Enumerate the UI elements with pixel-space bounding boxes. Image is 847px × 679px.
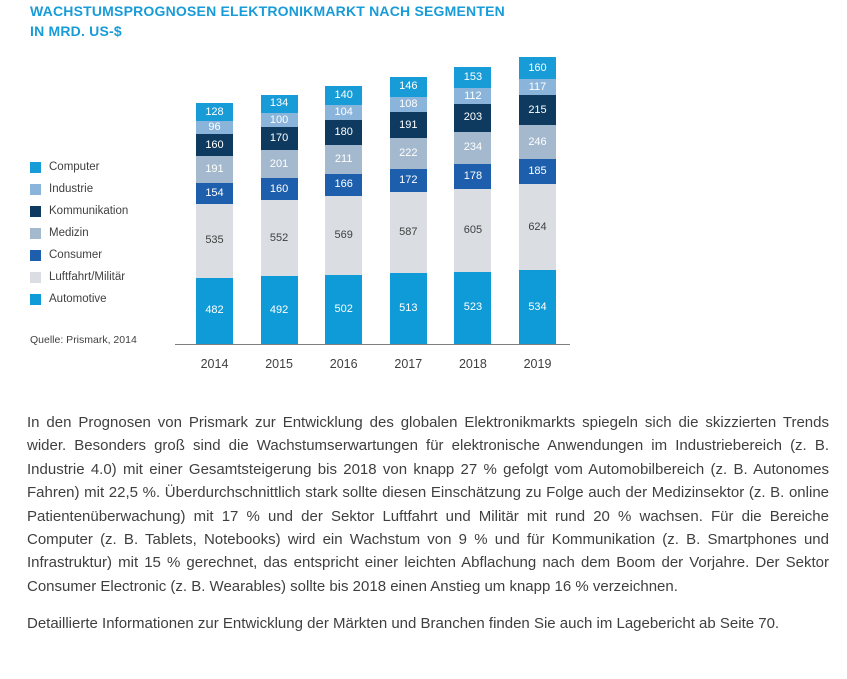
segment-value-label: 178 <box>463 169 483 182</box>
segment-value-label: 246 <box>528 135 547 148</box>
chart-title-line1: WACHSTUMSPROGNOSEN ELEKTRONIKMARKT NACH SEGMENTEN <box>30 3 505 19</box>
segment-value-label: 234 <box>463 141 483 154</box>
bar-segment-medizin <box>325 145 362 174</box>
bar-segment-medizin <box>196 156 233 182</box>
bar-segment-industrie <box>261 113 298 127</box>
bar-segment-consumer <box>519 159 556 184</box>
segment-value-label: 185 <box>528 165 547 178</box>
segment-value-label: 191 <box>205 163 224 175</box>
segment-value-label: 128 <box>205 105 224 118</box>
bar-segment-medizin <box>390 138 427 169</box>
x-axis-label-2015: 2015 <box>265 357 293 371</box>
segment-value-label: 112 <box>464 89 482 102</box>
segment-value-label: 166 <box>334 178 353 191</box>
legend-item-medizin <box>30 222 128 244</box>
segment-value-label: 605 <box>463 223 483 236</box>
segment-value-label: 482 <box>205 304 224 317</box>
segment-value-label: 523 <box>463 301 483 314</box>
segment-value-label: 215 <box>528 103 547 116</box>
segment-value-label: 160 <box>205 138 224 151</box>
bar-segment-consumer <box>390 169 427 193</box>
segment-value-label: 153 <box>463 71 483 84</box>
legend-swatch-kommunikation <box>30 206 41 217</box>
bar-segment-kommunikation <box>325 120 362 145</box>
legend-swatch-luftfahrt-milit-r <box>30 272 41 283</box>
bar-segment-automotive <box>196 278 233 344</box>
segment-value-label: 222 <box>399 146 418 159</box>
bar-segment-kommunikation <box>261 127 298 150</box>
segment-value-label: 134 <box>269 97 289 110</box>
bar-segment-consumer <box>196 183 233 204</box>
bar-segment-luftfahrt-milit-r <box>390 192 427 273</box>
bar-segment-automotive <box>261 276 298 344</box>
legend-label: Medizin <box>49 227 89 239</box>
bar-segment-kommunikation <box>454 104 491 132</box>
segment-value-label: 552 <box>269 231 289 244</box>
segment-value-label: 492 <box>269 303 289 316</box>
bar-segment-computer <box>325 86 362 105</box>
body-text <box>27 411 829 636</box>
segment-value-label: 172 <box>399 174 418 187</box>
segment-value-label: 513 <box>399 302 418 315</box>
legend-swatch-computer <box>30 162 41 173</box>
segment-value-label: 117 <box>528 80 547 93</box>
x-axis-label-2014: 2014 <box>200 357 229 371</box>
paragraph-2: Detaillierte Informationen zur Entwicklung der Märkten und Branchen finden Sie auch im Lagebericht ab Seite 70. <box>27 615 780 633</box>
bar-segment-automotive <box>519 270 556 344</box>
legend-label: Luftfahrt/Militär <box>49 271 126 283</box>
segment-value-label: 170 <box>269 132 289 145</box>
legend-swatch-medizin <box>30 228 41 239</box>
chart-title <box>30 1 505 41</box>
plot-area <box>175 55 570 371</box>
stacked-bar-2018 <box>454 67 491 344</box>
bar-segment-consumer <box>325 174 362 197</box>
bar-segment-kommunikation <box>519 95 556 125</box>
legend-item-luftfahrt-milit-r <box>30 266 128 288</box>
bar-segment-luftfahrt-milit-r <box>261 200 298 276</box>
bar-segment-computer <box>454 67 491 88</box>
segment-value-label: 587 <box>399 226 418 239</box>
bar-segment-consumer <box>261 178 298 200</box>
segment-value-label: 100 <box>269 113 289 126</box>
segment-value-label: 180 <box>334 125 353 138</box>
bar-segment-industrie <box>390 97 427 112</box>
segment-value-label: 140 <box>334 89 353 102</box>
bar-segment-automotive <box>454 272 491 344</box>
segment-value-label: 104 <box>334 106 353 119</box>
bar-segment-kommunikation <box>196 134 233 156</box>
bar-segment-consumer <box>454 164 491 189</box>
segment-value-label: 535 <box>205 234 224 247</box>
segment-value-label: 108 <box>399 97 418 110</box>
stacked-bar-2017 <box>390 77 427 344</box>
legend-label: Computer <box>49 161 100 173</box>
chart-legend <box>30 156 128 310</box>
legend-item-automotive <box>30 288 128 310</box>
legend-swatch-consumer <box>30 250 41 261</box>
bar-segment-computer <box>196 103 233 121</box>
segment-value-label: 154 <box>205 186 224 199</box>
segment-value-label: 96 <box>208 121 221 134</box>
segment-value-label: 201 <box>269 157 289 170</box>
bar-segment-luftfahrt-milit-r <box>519 184 556 270</box>
stacked-bar-2014 <box>196 103 233 344</box>
x-axis-label-2016: 2016 <box>329 357 358 371</box>
source-note: Quelle: Prismark, 2014 <box>30 334 137 346</box>
segment-value-label: 624 <box>528 220 547 233</box>
paragraph-1: In den Prognosen von Prismark zur Entwicklung des globalen Elektronikmarkts spiegeln sich die skizzierten Trends wider. Besonders groß sind die Wachstumserwartungen für elektronische Anwendungen im Industriebereich (z. B. Industrie 4.0) mit einer Gesamtsteigerung bis 2018 von knapp 27 % gefolgt vom Automobilbereich (z. B. Autonomes Fahren) mit 22,5 %. Überdurchschnittlich stark sollte diesen Einschätzung zu Folge auch der Medizinsektor (z. B. online Patientenüberwachung) mit 17 % und der Sektor Luftfahrt und Militär mit rund 20 % wachsen. Für die Bereiche Computer (z. B. Tablets, Notebooks) wird ein Wachstum von 9 % und für Kommunikation (z. B. Smartphones und Infrastruktur) mit 15 % gerechnet, das entspricht einer leichten Abflachung nach dem Boom der Vorjahre. Der Sektor Consumer Electronic (z. B. Wearables) sollte bis 2018 einen Anstieg um knapp 16 % verzeichnen. <box>27 414 829 595</box>
x-axis-label-2017: 2017 <box>394 357 423 371</box>
legend-item-industrie <box>30 178 128 200</box>
legend-label: Kommunikation <box>49 205 129 217</box>
legend-swatch-industrie <box>30 184 41 195</box>
bar-segment-luftfahrt-milit-r <box>454 189 491 272</box>
segment-value-label: 211 <box>334 152 353 165</box>
legend-item-consumer <box>30 244 128 266</box>
bar-segment-industrie <box>454 88 491 103</box>
bar-segment-industrie <box>325 105 362 119</box>
bar-segment-computer <box>390 77 427 97</box>
bar-segment-medizin <box>519 125 556 159</box>
bar-segment-medizin <box>261 150 298 178</box>
bar-segment-kommunikation <box>390 112 427 138</box>
legend-item-kommunikation <box>30 200 128 222</box>
bar-segment-industrie <box>196 121 233 134</box>
stacked-bar-2015 <box>261 95 298 344</box>
bar-segment-computer <box>519 57 556 79</box>
bar-segment-luftfahrt-milit-r <box>196 204 233 278</box>
legend-item-computer <box>30 156 128 178</box>
segment-value-label: 534 <box>528 300 547 313</box>
legend-label: Industrie <box>49 183 94 195</box>
segment-value-label: 569 <box>334 229 353 242</box>
bar-segment-industrie <box>519 79 556 95</box>
x-axis-label-2018: 2018 <box>458 357 487 371</box>
x-axis-label-2019: 2019 <box>523 357 552 371</box>
segment-value-label: 160 <box>269 182 289 195</box>
legend-swatch-automotive <box>30 294 41 305</box>
bar-segment-medizin <box>454 132 491 164</box>
segment-value-label: 160 <box>528 61 547 74</box>
legend-label: Automotive <box>49 293 107 305</box>
segment-value-label: 502 <box>334 302 353 315</box>
segment-value-label: 146 <box>399 80 418 93</box>
bar-segment-automotive <box>390 273 427 344</box>
bar-segment-luftfahrt-milit-r <box>325 196 362 274</box>
segment-value-label: 203 <box>463 111 483 124</box>
bar-segment-automotive <box>325 275 362 344</box>
bar-segment-computer <box>261 95 298 113</box>
chart-title-line2: IN MRD. US-$ <box>30 23 122 39</box>
legend-label: Consumer <box>49 249 103 261</box>
stacked-bar-2019 <box>519 57 556 344</box>
segment-value-label: 191 <box>399 118 418 131</box>
stacked-bar-2016 <box>325 86 362 344</box>
